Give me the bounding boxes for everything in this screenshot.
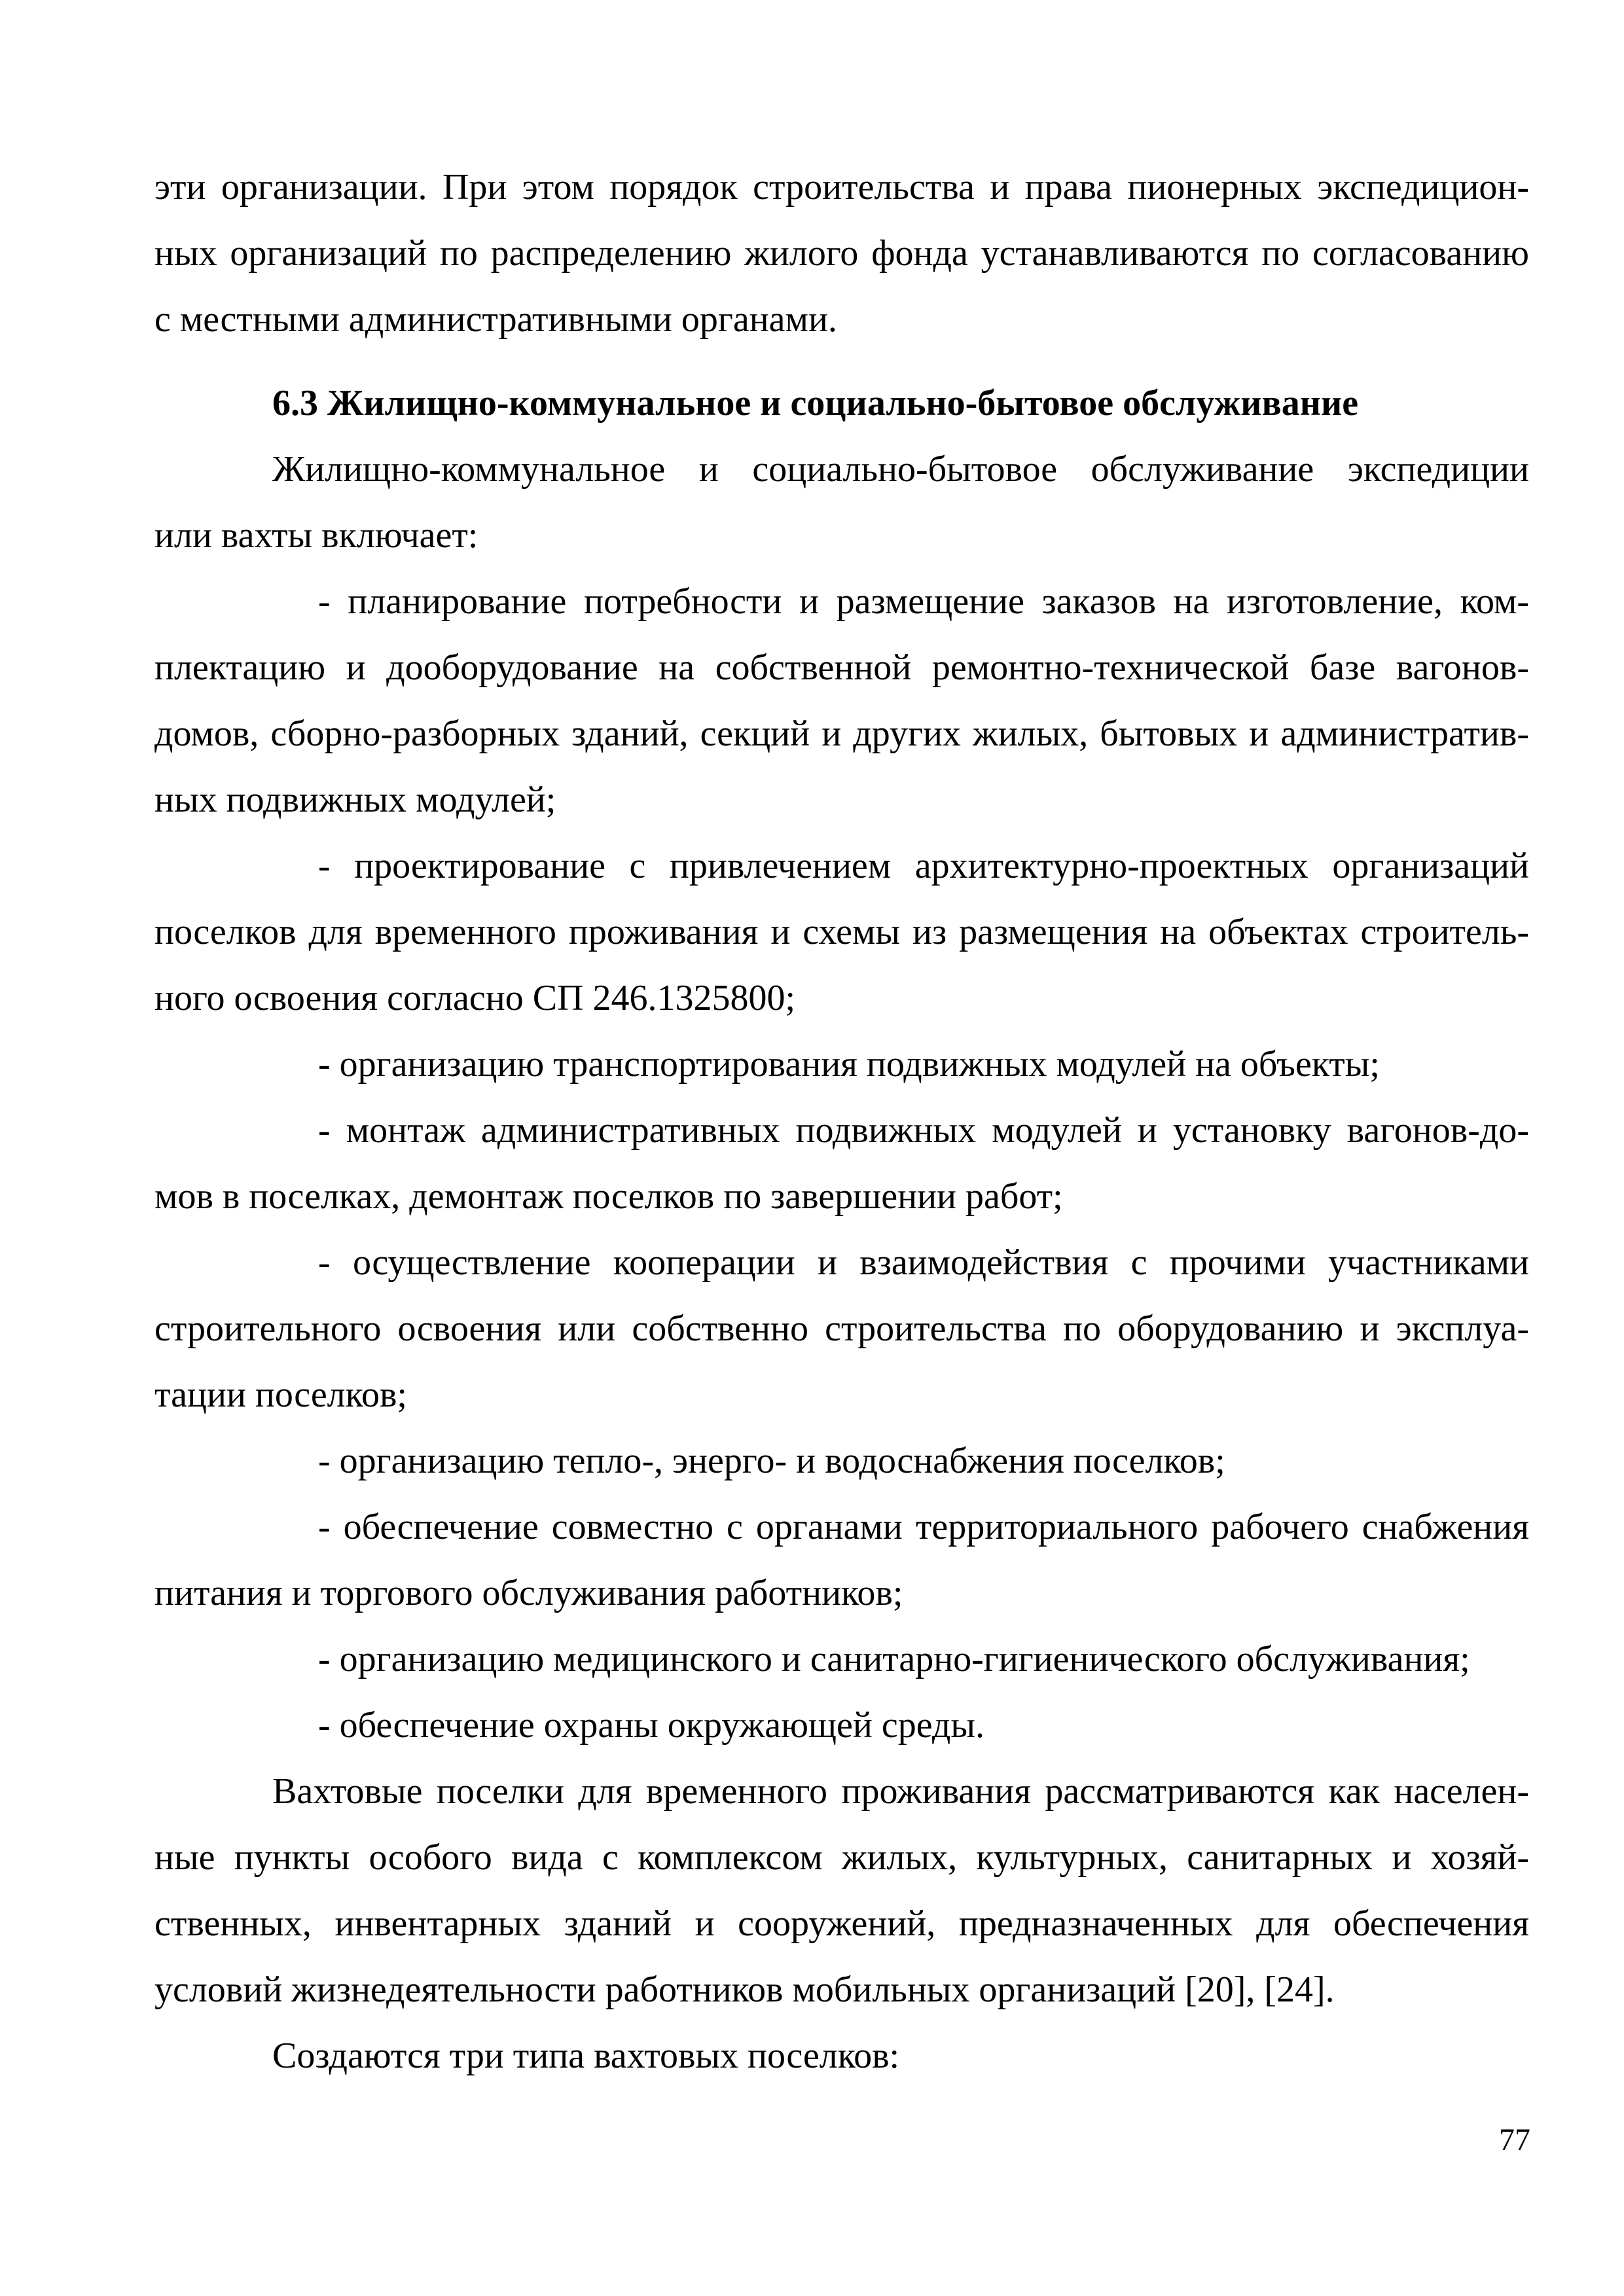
list-item-4-line-1: - монтаж административных подвижных модулей и установку вагонов-до- <box>318 1110 1529 1151</box>
list-item-3-line-1: - организацию транспортирования подвижных модулей на объекты; <box>318 1044 1380 1085</box>
list-item-2-line-3: ного освоения согласно СП 246.1325800; <box>154 978 796 1018</box>
intro-line-3: с местными административными органами. <box>154 299 837 340</box>
list-item-5-line-1: - осуществление кооперации и взаимодействия с прочими участниками <box>318 1242 1529 1283</box>
lead-line-2: или вахты включает: <box>154 515 478 556</box>
list-item-4-line-2: мов в поселках, демонтаж поселков по завершении работ; <box>154 1176 1063 1217</box>
list-item-7-line-1: - обеспечение совместно с органами территориального рабочего снабжения <box>318 1507 1529 1547</box>
intro-line-1: эти организации. При этом порядок строительства и права пионерных экспедицион- <box>154 167 1529 207</box>
page-number: 77 <box>1499 2123 1530 2157</box>
list-item-7-line-2: питания и торгового обслуживания работников; <box>154 1573 903 1613</box>
list-item-1-line-2: плектацию и дооборудование на собственной ремонтно-технической базе вагонов- <box>154 647 1529 688</box>
list-item-6-line-1: - организацию тепло-, энерго- и водоснабжения поселков; <box>318 1441 1225 1481</box>
final-line: Создаются три типа вахтовых поселков: <box>272 2036 900 2076</box>
list-item-1-line-4: ных подвижных модулей; <box>154 780 556 820</box>
list-item-1-line-3: домов, сборно-разборных зданий, секций и других жилых, бытовых и административ- <box>154 713 1529 754</box>
closing-line-4: условий жизнедеятельности работников мобильных организаций [20], [24]. <box>154 1969 1335 2010</box>
list-item-8-line-1: - организацию медицинского и санитарно-гигиенического обслуживания; <box>318 1639 1470 1679</box>
closing-line-2: ные пункты особого вида с комплексом жилых, культурных, санитарных и хозяй- <box>154 1837 1529 1878</box>
closing-line-3: ственных, инвентарных зданий и сооружений, предназначенных для обеспечения <box>154 1903 1529 1944</box>
list-item-2-line-2: поселков для временного проживания и схемы из размещения на объектах строитель- <box>154 912 1529 952</box>
list-item-2-line-1: - проектирование с привлечением архитектурно-проектных организаций <box>318 846 1529 886</box>
intro-line-2: ных организаций по распределению жилого фонда устанавливаются по согласованию <box>154 233 1529 274</box>
list-item-1-line-1: - планирование потребности и размещение заказов на изготовление, ком- <box>318 581 1529 622</box>
list-item-9-line-1: - обеспечение охраны окружающей среды. <box>318 1705 984 1746</box>
list-item-5-line-2: строительного освоения или собственно строительства по оборудованию и эксплуа- <box>154 1308 1529 1349</box>
closing-line-1: Вахтовые поселки для временного проживания рассматриваются как населен- <box>272 1771 1529 1812</box>
document-page <box>154 154 1529 2089</box>
list-item-5-line-3: тации поселков; <box>154 1374 407 1415</box>
section-heading: 6.3 Жилищно-коммунальное и социально-бытовое обслуживание <box>272 383 1359 423</box>
lead-line-1: Жилищно-коммунальное и социально-бытовое обслуживание экспедиции <box>272 449 1529 490</box>
